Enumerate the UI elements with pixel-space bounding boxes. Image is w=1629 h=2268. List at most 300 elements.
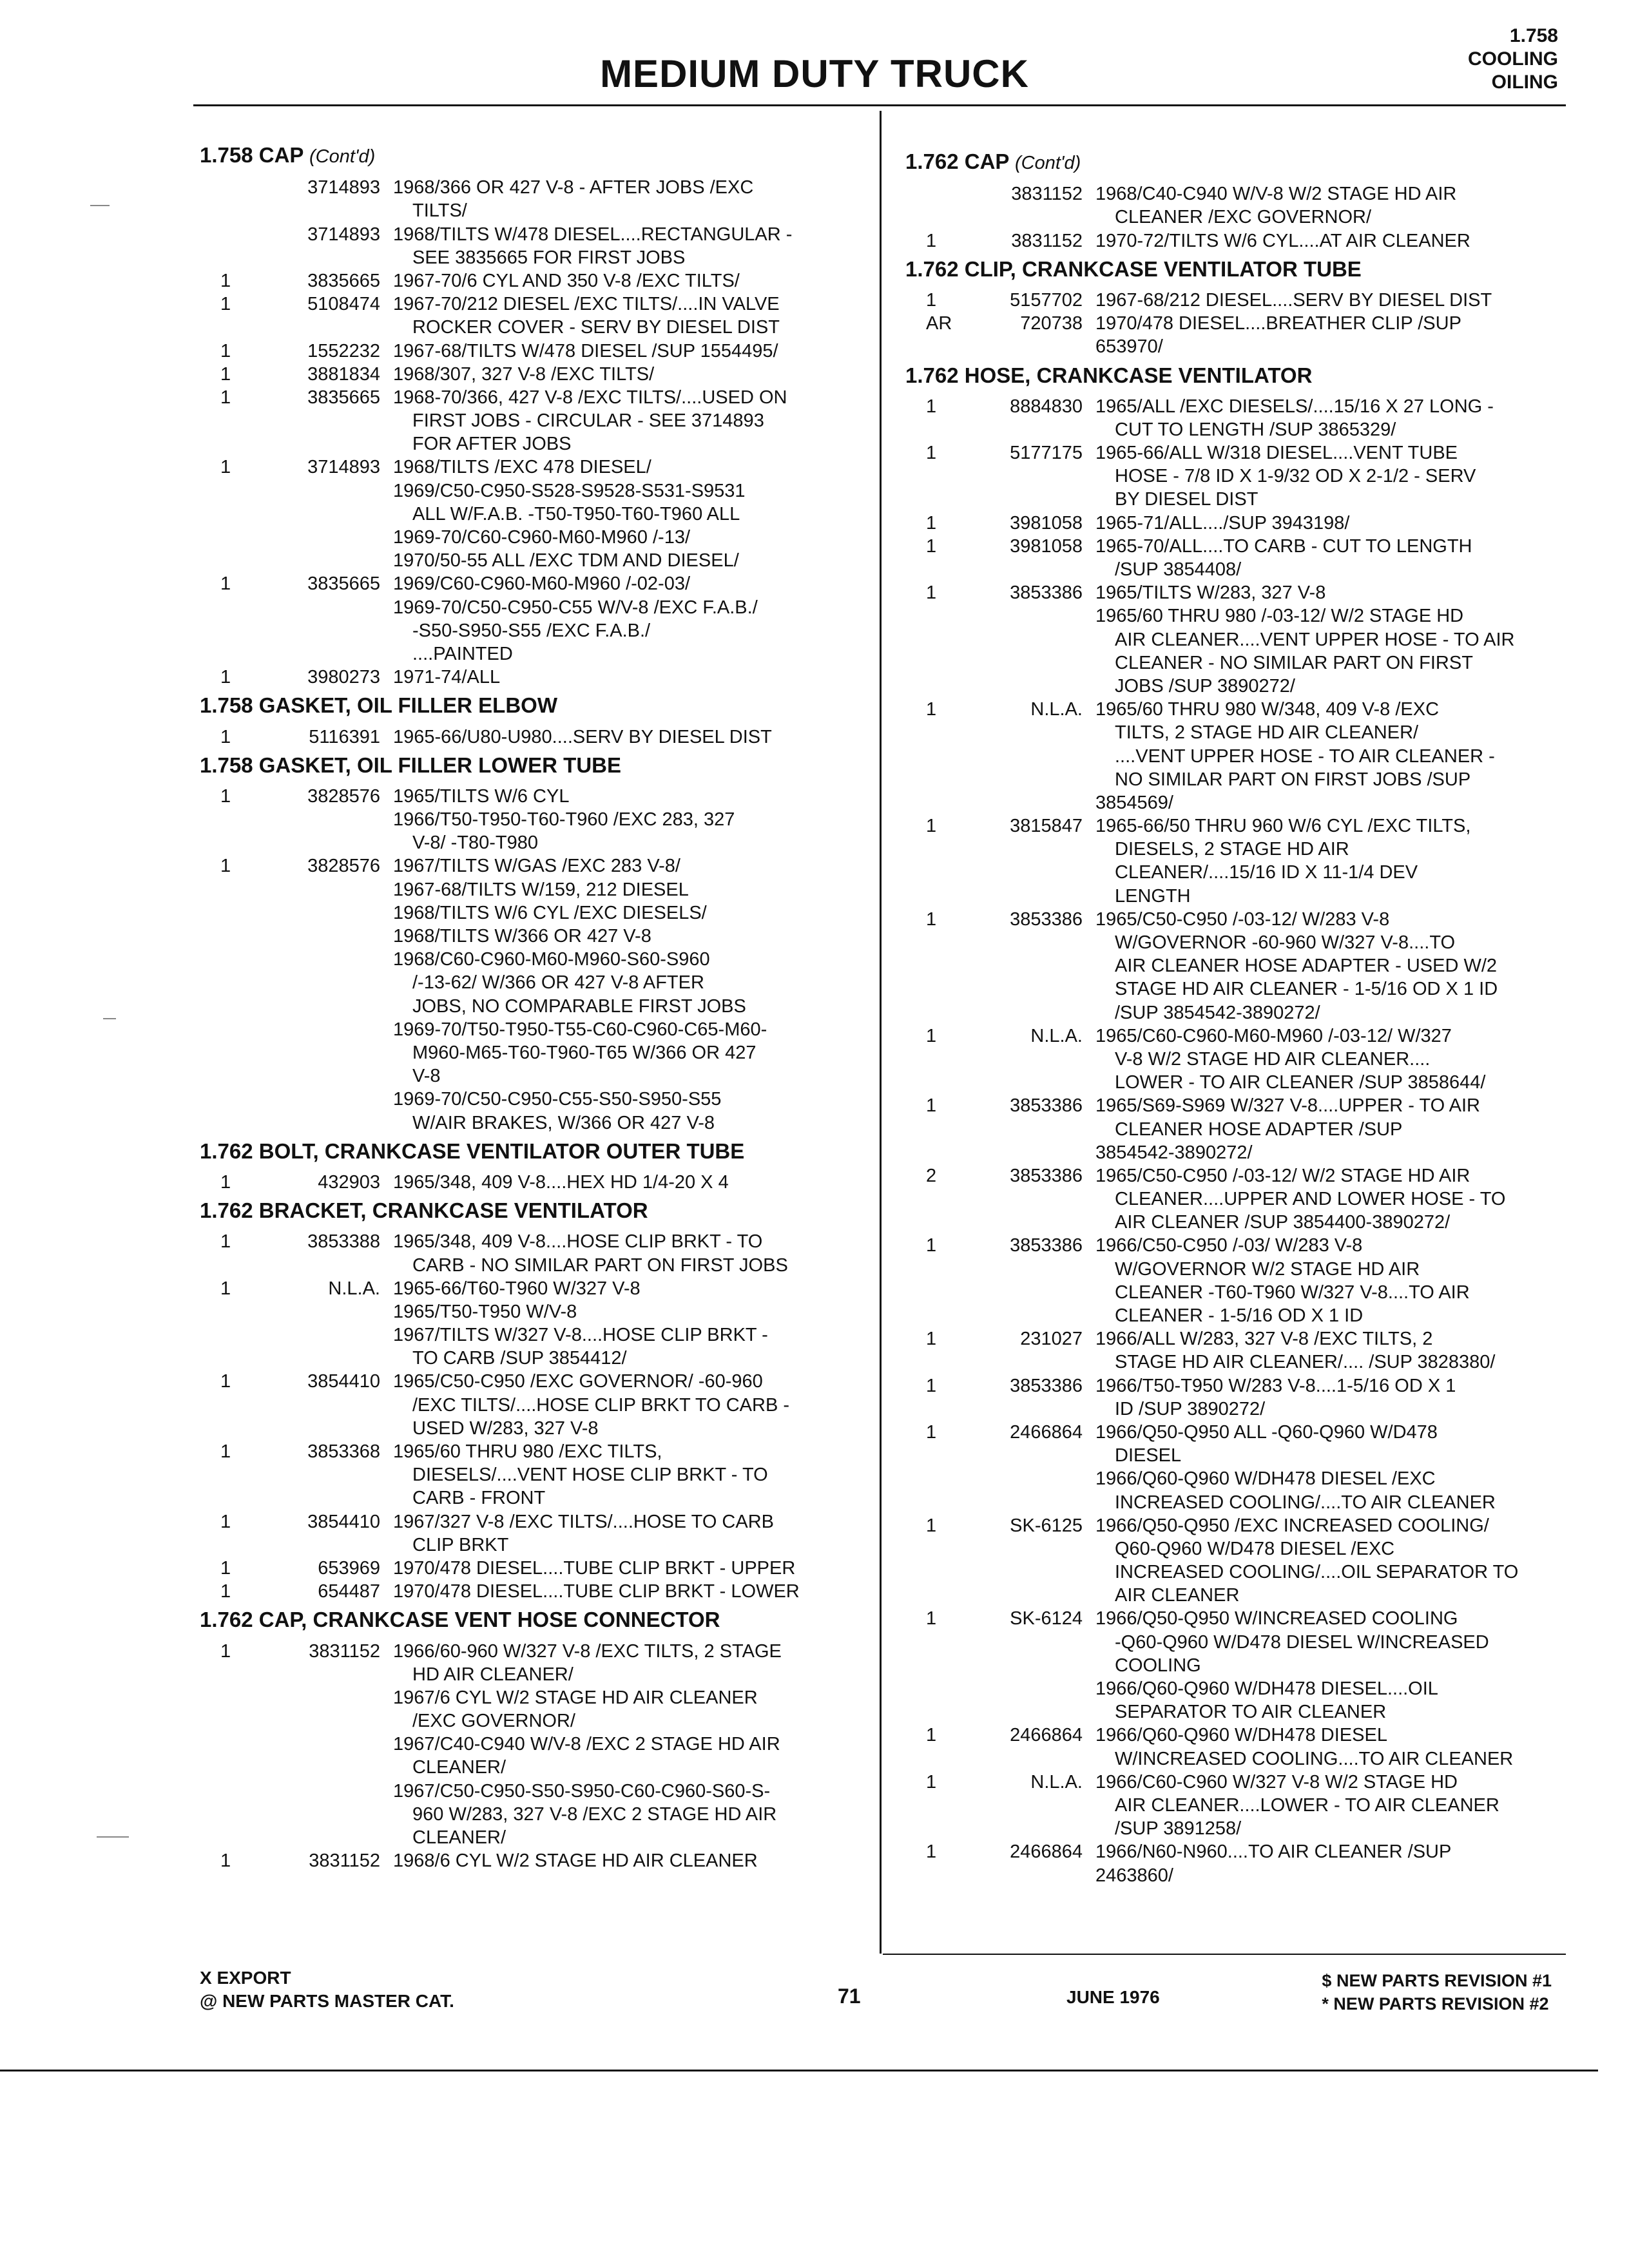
parts-entry — [905, 1024, 1569, 1095]
parts-entry — [905, 312, 1569, 358]
quantity: 1 — [926, 230, 937, 251]
bottom-rule — [0, 2070, 1598, 2071]
entry-line — [200, 386, 870, 409]
parts-entry — [905, 289, 1569, 312]
description: 1965-66/ALL W/318 DIESEL....VENT TUBE — [1095, 443, 1458, 464]
description: JOBS /SUP 3890272/ — [1115, 675, 1295, 697]
description: W/GOVERNOR -60-960 W/327 V-8....TO — [1115, 932, 1456, 954]
part-number: 5108474 — [307, 294, 380, 315]
entry-line — [200, 1347, 870, 1370]
entry-line — [200, 831, 870, 854]
entry-line — [905, 885, 1569, 908]
section-heading — [905, 253, 1569, 289]
quantity: 1 — [220, 667, 231, 688]
entry-line — [905, 814, 1569, 838]
entry-line — [905, 1258, 1569, 1281]
description: 1966/Q50-Q950 /EXC INCREASED COOLING/ — [1095, 1515, 1489, 1536]
part-number: 5116391 — [309, 726, 380, 747]
part-number: SK-6125 — [1010, 1515, 1083, 1536]
entry-line — [200, 1088, 870, 1111]
parts-entry — [905, 1840, 1569, 1887]
entry-line — [905, 675, 1569, 698]
description: SEE 3835665 FOR FIRST JOBS — [412, 247, 686, 268]
entry-line — [200, 223, 870, 246]
entry-line — [200, 549, 870, 572]
part-number: 3835665 — [307, 270, 380, 291]
entry-line — [905, 1350, 1569, 1374]
margin-mark — [97, 1836, 129, 1838]
entry-line — [200, 316, 870, 339]
entry-line — [200, 726, 870, 749]
column-divider — [880, 111, 882, 1954]
quantity: 2 — [926, 1165, 937, 1186]
part-number: 3981058 — [1010, 535, 1083, 557]
entry-line — [200, 1756, 870, 1779]
description: 1968-70/366, 427 V-8 /EXC TILTS/....USED ON — [393, 387, 787, 408]
quantity: 1 — [926, 816, 937, 837]
legend-master-cat: @ NEW PARTS MASTER CAT. — [200, 1991, 454, 2011]
part-number: 3854410 — [307, 1511, 380, 1532]
description: 1966/ALL W/283, 327 V-8 /EXC TILTS, 2 — [1095, 1329, 1433, 1350]
entry-line — [905, 721, 1569, 744]
entry-line — [200, 572, 870, 595]
entry-line — [905, 1771, 1569, 1794]
parts-entry — [200, 1640, 870, 1850]
entry-line — [200, 666, 870, 689]
entry-line — [200, 503, 870, 526]
quantity: 1 — [220, 856, 231, 877]
part-number: N.L.A. — [328, 1278, 380, 1299]
description: ....VENT UPPER HOSE - TO AIR CLEANER - — [1115, 745, 1495, 767]
description: LENGTH — [1115, 885, 1191, 907]
section-heading — [905, 145, 1569, 182]
description: NO SIMILAR PART ON FIRST JOBS /SUP — [1115, 769, 1471, 790]
quantity: 1 — [926, 1608, 937, 1629]
description: 1969/C60-C960-M60-M960 /-02-03/ — [393, 573, 691, 595]
parts-entry — [200, 1171, 870, 1194]
part-number: 3853388 — [307, 1231, 380, 1253]
description: BY DIESEL DIST — [1115, 489, 1258, 510]
quantity: 1 — [926, 1725, 937, 1746]
parts-entry — [905, 229, 1569, 253]
description: /EXC TILTS/....HOSE CLIP BRKT TO CARB - — [412, 1394, 789, 1416]
description: DIESELS/....VENT HOSE CLIP BRKT - TO — [412, 1465, 768, 1486]
description: 1970/478 DIESEL....TUBE CLIP BRKT - UPPER — [393, 1557, 796, 1579]
parts-entry — [905, 1771, 1569, 1841]
description: HOSE - 7/8 ID X 1-9/32 OD X 2-1/2 - SERV — [1115, 466, 1476, 487]
description: AIR CLEANER — [1115, 1585, 1240, 1606]
entry-line — [200, 596, 870, 619]
entry-line — [905, 861, 1569, 884]
description: DIESELS, 2 STAGE HD AIR — [1115, 839, 1349, 860]
section-label: GASKET, OIL FILLER LOWER TUBE — [258, 753, 621, 777]
quantity: 1 — [220, 573, 231, 595]
part-number: 3853386 — [1010, 908, 1083, 930]
parts-entry — [200, 340, 870, 363]
entry-line — [905, 1187, 1569, 1211]
description: 1967-68/212 DIESEL....SERV BY DIESEL DIST — [1095, 289, 1492, 311]
section-heading — [200, 1603, 870, 1639]
footer-legend-left — [200, 1966, 454, 2013]
section-number: 1.762 — [200, 1198, 253, 1223]
entry-line — [905, 768, 1569, 791]
part-number: 3981058 — [1010, 512, 1083, 533]
header-rule — [193, 104, 1566, 106]
entry-line — [200, 642, 870, 666]
parts-entry — [905, 1164, 1569, 1235]
parts-entry — [905, 1094, 1569, 1164]
description: AIR CLEANER....VENT UPPER HOSE - TO AIR — [1115, 629, 1515, 650]
description: 1966/60-960 W/327 V-8 /EXC TILTS, 2 STAGE — [393, 1640, 782, 1662]
quantity: 1 — [926, 699, 937, 720]
description: 1968/307, 327 V-8 /EXC TILTS/ — [393, 363, 655, 385]
entry-line — [905, 1374, 1569, 1398]
entry-line — [200, 925, 870, 948]
entry-line — [905, 791, 1569, 814]
section-cooling: COOLING — [1468, 48, 1558, 70]
description: STAGE HD AIR CLEANER - 1-5/16 OD X 1 ID — [1115, 979, 1498, 1000]
parts-entry — [200, 1580, 870, 1603]
quantity: 1 — [926, 396, 937, 417]
entry-line — [200, 1780, 870, 1803]
description: 1965-66/T60-T960 W/327 V-8 — [393, 1278, 641, 1299]
quantity: 1 — [926, 1515, 937, 1536]
description: 1967-68/TILTS W/159, 212 DIESEL — [393, 879, 689, 900]
entry-line — [905, 977, 1569, 1001]
description: CLEANER -T60-T960 W/327 V-8....TO AIR — [1115, 1282, 1470, 1303]
description: /SUP 3854542-3890272/ — [1115, 1002, 1320, 1023]
description: CLEANER....UPPER AND LOWER HOSE - TO — [1115, 1189, 1506, 1210]
description: 1967/C50-C950-S50-S950-C60-C960-S60-S- — [393, 1780, 771, 1802]
entry-line — [200, 1417, 870, 1440]
part-number: N.L.A. — [1030, 699, 1083, 720]
description: 1965/TILTS W/6 CYL — [393, 785, 570, 807]
entry-line — [200, 340, 870, 363]
entry-line — [200, 854, 870, 878]
quantity: 1 — [926, 908, 937, 930]
description: AIR CLEANER....LOWER - TO AIR CLEANER — [1115, 1794, 1499, 1816]
description: CLEANER/ — [412, 1827, 506, 1849]
entry-line — [905, 1398, 1569, 1421]
section-label: GASKET, OIL FILLER ELBOW — [258, 693, 557, 718]
description: 1965/348, 409 V-8....HEX HD 1/4-20 X 4 — [393, 1171, 729, 1193]
entry-line — [905, 651, 1569, 675]
description: 1968/C60-C960-M60-M960-S60-S960 — [393, 949, 710, 970]
description: 1965/C50-C950 /-03-12/ W/283 V-8 — [1095, 908, 1390, 930]
description: 1965/60 THRU 980 /EXC TILTS, — [393, 1441, 662, 1463]
parts-entry — [200, 1370, 870, 1440]
part-number: 3853386 — [1010, 1165, 1083, 1186]
part-number: 8884830 — [1010, 396, 1083, 417]
entry-line — [905, 604, 1569, 628]
part-number: 2466864 — [1010, 1725, 1083, 1746]
description: /SUP 3891258/ — [1115, 1818, 1242, 1840]
parts-entry — [905, 182, 1569, 229]
section-number: 1.762 — [905, 256, 959, 281]
description: V-8/ -T80-T980 — [412, 832, 539, 854]
part-number: 231027 — [1020, 1329, 1083, 1350]
entry-line — [200, 1733, 870, 1756]
part-number: 1552232 — [307, 340, 380, 361]
description: 1965/C50-C950 /-03-12/ W/2 STAGE HD AIR — [1095, 1165, 1470, 1186]
part-number: 3853386 — [1010, 1235, 1083, 1256]
description: 1966/T50-T950-T60-T960 /EXC 283, 327 — [393, 809, 735, 831]
description: 1965/ALL /EXC DIESELS/....15/16 X 27 LONG - — [1095, 396, 1494, 417]
footer-legend-right — [1322, 1969, 1552, 2015]
description: Q60-Q960 W/D478 DIESEL /EXC — [1115, 1538, 1395, 1559]
entry-line — [905, 1094, 1569, 1117]
quantity: 1 — [926, 1235, 937, 1256]
entry-line — [905, 182, 1569, 206]
part-number: 3831152 — [1011, 184, 1083, 205]
entry-line — [905, 312, 1569, 335]
entry-line — [905, 908, 1569, 931]
description: 1968/TILTS W/6 CYL /EXC DIESELS/ — [393, 902, 707, 923]
entry-line — [200, 1440, 870, 1463]
parts-entry — [200, 785, 870, 855]
description: STAGE HD AIR CLEANER/.... /SUP 3828380/ — [1115, 1352, 1496, 1373]
description: USED W/283, 327 V-8 — [412, 1418, 599, 1439]
entry-line — [905, 535, 1569, 558]
description: TILTS, 2 STAGE HD AIR CLEANER/ — [1115, 722, 1419, 744]
entry-line — [200, 526, 870, 549]
entry-line — [200, 1394, 870, 1417]
entry-line — [200, 409, 870, 432]
description: 1969-70/C50-C950-C55 W/V-8 /EXC F.A.B./ — [393, 597, 758, 618]
section-oiling: OILING — [1491, 72, 1558, 93]
description: 3854569/ — [1095, 792, 1173, 813]
description: 1968/TILTS W/478 DIESEL....RECTANGULAR - — [393, 224, 793, 245]
description: TO CARB /SUP 3854412/ — [412, 1348, 627, 1369]
part-number: 3881834 — [307, 363, 380, 385]
quantity: 1 — [220, 457, 231, 478]
legend-revision-1: $ NEW PARTS REVISION #1 — [1322, 1971, 1552, 1990]
page-title: MEDIUM DUTY TRUCK — [600, 52, 1029, 95]
description: CLEANER /EXC GOVERNOR/ — [1115, 207, 1372, 228]
entry-line — [905, 418, 1569, 441]
description: 2463860/ — [1095, 1865, 1173, 1886]
description: 1965/TILTS W/283, 327 V-8 — [1095, 582, 1326, 604]
entry-line — [905, 1514, 1569, 1537]
description: -Q60-Q960 W/D478 DIESEL W/INCREASED — [1115, 1631, 1489, 1653]
parts-entry — [905, 441, 1569, 512]
description: 1966/Q60-Q960 W/DH478 DIESEL — [1095, 1725, 1387, 1746]
entry-line — [905, 441, 1569, 465]
entry-line — [200, 878, 870, 901]
entry-line — [905, 512, 1569, 535]
entry-line — [200, 619, 870, 642]
quantity: 1 — [220, 1231, 231, 1253]
quantity: 1 — [926, 1421, 937, 1443]
quantity: 1 — [220, 1171, 231, 1193]
description: /SUP 3854408/ — [1115, 559, 1242, 581]
description: 1967/327 V-8 /EXC TILTS/....HOSE TO CARB — [393, 1511, 775, 1532]
section-number: 1.762 — [905, 363, 959, 387]
description: 960 W/283, 327 V-8 /EXC 2 STAGE HD AIR — [412, 1803, 777, 1825]
entry-line — [905, 1421, 1569, 1444]
parts-entry — [200, 269, 870, 293]
description: CLEANER HOSE ADAPTER /SUP — [1115, 1119, 1403, 1140]
parts-entry — [200, 293, 870, 339]
entry-line — [200, 1370, 870, 1393]
description: CARB - FRONT — [412, 1488, 546, 1509]
entry-line — [200, 1064, 870, 1088]
quantity: 1 — [926, 535, 937, 557]
description: CLEANER/....15/16 ID X 11-1/4 DEV — [1115, 862, 1418, 883]
entry-line — [905, 931, 1569, 954]
part-number: 3853368 — [307, 1441, 380, 1463]
entry-line — [905, 1537, 1569, 1561]
entry-line — [200, 246, 870, 269]
entry-line — [200, 1533, 870, 1557]
quantity: 1 — [220, 270, 231, 291]
description: 1967-70/212 DIESEL /EXC TILTS/....IN VALVE — [393, 294, 780, 315]
quantity: 1 — [220, 1278, 231, 1299]
part-number: N.L.A. — [1030, 1025, 1083, 1046]
description: /-13-62/ W/366 OR 427 V-8 AFTER — [412, 972, 704, 994]
entry-line — [905, 1234, 1569, 1257]
section-label: HOSE, CRANKCASE VENTILATOR — [964, 363, 1313, 387]
parts-entry — [200, 1849, 870, 1872]
entry-line — [200, 808, 870, 831]
description: SEPARATOR TO AIR CLEANER — [1115, 1702, 1387, 1723]
quantity: 1 — [926, 1375, 937, 1396]
entry-line — [905, 1864, 1569, 1887]
description: 1965-71/ALL..../SUP 3943198/ — [1095, 512, 1350, 533]
entry-line — [905, 1631, 1569, 1654]
description: ID /SUP 3890272/ — [1115, 1398, 1266, 1419]
parts-entry — [200, 456, 870, 572]
section-label: BRACKET, CRANKCASE VENTILATOR — [258, 1198, 648, 1223]
description: CLEANER/ — [412, 1757, 506, 1778]
right-column-end-rule — [883, 1954, 1566, 1955]
description: 1967/C40-C940 W/V-8 /EXC 2 STAGE HD AIR — [393, 1734, 780, 1755]
entry-line — [905, 1747, 1569, 1771]
entry-line — [905, 1281, 1569, 1304]
entry-line — [905, 206, 1569, 229]
entry-line — [905, 229, 1569, 253]
parts-entry — [200, 726, 870, 749]
part-number: 3835665 — [307, 387, 380, 408]
parts-entry — [905, 814, 1569, 908]
description: ROCKER COVER - SERV BY DIESEL DIST — [412, 317, 780, 338]
entry-line — [905, 1211, 1569, 1234]
entry-line — [200, 1111, 870, 1135]
section-number: 1.758 — [1509, 25, 1558, 46]
entry-line — [905, 1304, 1569, 1327]
part-number: 3831152 — [309, 1850, 380, 1872]
parts-entry — [200, 363, 870, 386]
parts-entry — [905, 698, 1569, 814]
entry-line — [200, 479, 870, 503]
description: FOR AFTER JOBS — [412, 434, 572, 455]
part-number: 653969 — [318, 1557, 380, 1579]
page-number: 71 — [838, 1984, 861, 2008]
description: LOWER - TO AIR CLEANER /SUP 3858644/ — [1115, 1072, 1486, 1093]
parts-entry — [200, 1557, 870, 1580]
entry-line — [905, 1840, 1569, 1863]
parts-entry — [905, 581, 1569, 698]
entry-line — [905, 395, 1569, 418]
section-heading — [200, 139, 870, 176]
description: 1965/S69-S969 W/327 V-8....UPPER - TO AIR — [1095, 1095, 1480, 1117]
left-column — [200, 139, 870, 1872]
publication-date: JUNE 1976 — [1066, 1987, 1160, 2007]
entry-line — [200, 432, 870, 456]
entry-line — [905, 1584, 1569, 1607]
quantity: 1 — [926, 1095, 937, 1117]
section-number: 1.758 — [200, 143, 253, 167]
description: ALL W/F.A.B. -T50-T950-T60-T960 ALL — [412, 503, 740, 524]
entry-line — [905, 628, 1569, 651]
parts-entry — [905, 1327, 1569, 1374]
description: HD AIR CLEANER/ — [412, 1664, 574, 1685]
parts-entry — [200, 176, 870, 222]
entry-line — [905, 1467, 1569, 1490]
entry-line — [200, 901, 870, 925]
entry-line — [905, 698, 1569, 721]
description: 1968/TILTS /EXC 478 DIESEL/ — [393, 457, 651, 478]
parts-entry — [905, 1374, 1569, 1421]
entry-line — [905, 1491, 1569, 1514]
description: AIR CLEANER HOSE ADAPTER - USED W/2 — [1115, 956, 1498, 977]
quantity: 1 — [220, 726, 231, 747]
description: 1970/50-55 ALL /EXC TDM AND DIESEL/ — [393, 550, 739, 572]
part-number: 3853386 — [1010, 1375, 1083, 1396]
parts-entry — [905, 1234, 1569, 1327]
part-number: 2466864 — [1010, 1421, 1083, 1443]
entry-line — [200, 293, 870, 316]
section-number: 1.762 — [200, 1139, 253, 1163]
description: 1965/T50-T950 W/V-8 — [393, 1301, 577, 1322]
description: 1966/Q60-Q960 W/DH478 DIESEL....OIL — [1095, 1678, 1438, 1700]
entry-line — [200, 785, 870, 808]
parts-entry — [905, 1724, 1569, 1770]
quantity: 1 — [220, 1850, 231, 1872]
legend-revision-2: * NEW PARTS REVISION #2 — [1322, 1994, 1549, 2013]
entry-line — [905, 1164, 1569, 1187]
description: 1965/60 THRU 980 W/348, 409 V-8 /EXC — [1095, 699, 1440, 720]
entry-line — [200, 1041, 870, 1064]
description: 1965/C50-C950 /EXC GOVERNOR/ -60-960 — [393, 1371, 763, 1392]
entry-line — [200, 456, 870, 479]
entry-line — [200, 1230, 870, 1253]
description: 1967-70/6 CYL AND 350 V-8 /EXC TILTS/ — [393, 270, 740, 291]
description: AIR CLEANER /SUP 3854400-3890272/ — [1115, 1212, 1451, 1233]
section-number: 1.758 — [200, 693, 253, 718]
entry-line — [200, 1463, 870, 1486]
entry-line — [200, 1018, 870, 1041]
section-label: BOLT, CRANKCASE VENTILATOR OUTER TUBE — [258, 1139, 745, 1163]
entry-line — [905, 1048, 1569, 1071]
parts-entry — [905, 1421, 1569, 1514]
entry-line — [905, 581, 1569, 604]
quantity: 1 — [220, 1640, 231, 1662]
description: V-8 W/2 STAGE HD AIR CLEANER.... — [1115, 1048, 1431, 1070]
entry-line — [200, 269, 870, 293]
quantity: 1 — [220, 1557, 231, 1579]
entry-line — [200, 1580, 870, 1603]
description: W/INCREASED COOLING....TO AIR CLEANER — [1115, 1748, 1514, 1769]
entry-line — [905, 488, 1569, 511]
margin-mark — [90, 205, 110, 206]
description: 1968/C40-C940 W/V-8 W/2 STAGE HD AIR — [1095, 184, 1457, 205]
part-number: 3828576 — [307, 785, 380, 807]
description: 1965-70/ALL....TO CARB - CUT TO LENGTH — [1095, 535, 1472, 557]
part-number: 3853386 — [1010, 582, 1083, 604]
parts-entry — [200, 666, 870, 689]
section-label: CAP — [964, 149, 1009, 173]
